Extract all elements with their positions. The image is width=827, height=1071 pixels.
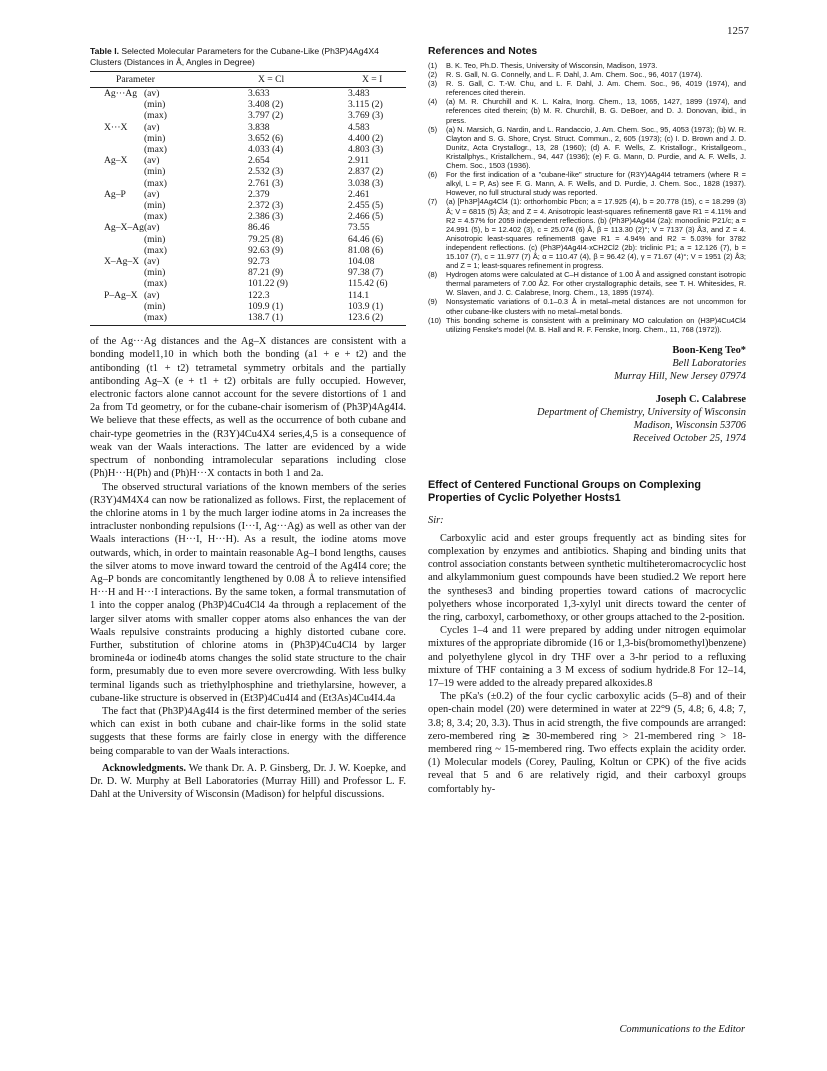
- i-value-cell: 81.08 (6): [347, 244, 384, 256]
- stat-cell: (av): [143, 88, 160, 99]
- references-list: [428, 61, 746, 334]
- i-value-cell: 115.42 (6): [347, 278, 388, 290]
- stat-cell: (min): [143, 267, 166, 279]
- reference-item: [428, 125, 746, 170]
- cl-value-cell: 92.73: [247, 256, 270, 268]
- reference-text: (a) N. Marsich, G. Nardin, and L. Randaccio, J. Am. Chem. Soc., 95, 4053 (1973); (b) W. R. Clayton and S. G. Shore, Cryst. Struct. Commun., 2, 605 (1973); (c) I. D. Brown and J. D. Dunitz, Acta Crystallogr., 13, 28 (1960); (d) A. F. Wells, Z. Kristallogr., Kristallgeom., Kristallphys., Kristallchem., 94, 447 (1936); (e) F. G. Mann, D. Purdie, and A. F. Wells, J. Chem. Soc., 1503 (1936).: [446, 124, 746, 171]
- reference-item: [428, 297, 746, 315]
- i-value-cell: 2.911: [347, 155, 370, 167]
- i-value-cell: 2.461: [347, 188, 370, 200]
- affiliation-line: Bell Laboratories: [672, 357, 746, 369]
- signature-block-2: [428, 393, 746, 445]
- reference-text: Hydrogen atoms were calculated at C–H distance of 1.00 Å and assigned constant isotropic thermal parameters of 7.00 Å2. For other crystallographic details, see T. H. Whitesides, R. W. Slaven, and J. C. Calabrese, Inorg. Chem., 13, 1895 (1974).: [446, 270, 746, 298]
- cl-value-cell: 3.633: [247, 88, 270, 99]
- reference-item: [428, 170, 746, 197]
- i-value-cell: 2.837 (2): [347, 166, 384, 178]
- i-value-cell: 3.769 (3): [347, 110, 384, 122]
- table-caption-text: Selected Molecular Parameters for the Cubane-Like (Ph3P)4Ag4X4 Clusters (Distances in Å, Angles in Degree): [90, 46, 379, 67]
- table-row: [90, 234, 406, 245]
- param-cell: [90, 144, 144, 155]
- table-row: [90, 301, 406, 312]
- header-parameter: Parameter: [90, 72, 244, 88]
- paragraph: The fact that (Ph3P)4Ag4I4 is the first determined member of the series which can exist in both cubane and chair-like forms in the solid state suggests that these forms are fairly close in energy with the difference being comparable to van der Waals interactions.: [90, 705, 406, 757]
- table-body: [90, 88, 406, 326]
- reference-text: B. K. Teo, Ph.D. Thesis, University of Wisconsin, Madison, 1973.: [446, 61, 658, 70]
- reference-text: (a) [Ph3P]4Ag4Cl4 (1): orthorhombic Pbcn; a = 17.925 (4), b = 20.778 (15), c = 18.299 (3) Å; V = 6815 (5) Å3; and Z = 4. Anisotropic least-squares refinement8 gave R1 = 4.11% and R2 = 4.57% for 2059 independent reflections. (b) (Ph3P)4Ag4I4 (2a): monoclinic P21/c; a = 24.991 (5), b = 12.402 (3), c = 25.074 (6) Å, β = 113.30 (2)°; V = 7137 (3) Å3, and Z = 4. Anisotropic least-squares refinement8 gave R1 = 4.94% and R2 = 5.03% for 3782 independent reflections. (c) (Ph3P)4Ag4I4·xCH2Cl2 (2b): triclinic P1; a = 12.126 (7), b = 15.107 (7), c = 11.977 (7) Å; α = 110.47 (4), β = 96.42 (4), γ = 71.67 (4)°; V = 1951 (2) Å3; and Z = 1; least-squares refinement in progress.: [446, 197, 746, 271]
- reference-text: (a) M. R. Churchill and K. L. Kalra, Inorg. Chem., 13, 1065, 1427, 1899 (1974), and references cited therein; (b) M. R. Churchill, B. G. DeBoer, and D. J. Donovan, ibid., in press.: [446, 97, 746, 125]
- reference-number: (4): [428, 97, 438, 107]
- table-caption: [90, 46, 406, 68]
- i-value-cell: 103.9 (1): [347, 300, 384, 312]
- stat-cell: (max): [143, 144, 167, 156]
- i-value-cell: 104.08: [347, 256, 375, 268]
- table-row: [90, 122, 406, 133]
- right-column: [428, 46, 746, 796]
- reference-item: [428, 70, 746, 79]
- i-value-cell: 3.483: [347, 88, 370, 99]
- param-cell: Ag–P: [104, 188, 126, 200]
- stat-cell: (av): [143, 256, 160, 268]
- page-number: 1257: [727, 25, 749, 37]
- cl-value-cell: 122.3: [247, 289, 270, 301]
- author-name: Boon-Keng Teo*: [672, 344, 746, 356]
- cl-value-cell: 3.797 (2): [247, 110, 284, 122]
- table-row: [90, 88, 406, 100]
- table-row: [90, 189, 406, 200]
- param-cell: [90, 267, 144, 278]
- reference-number: (7): [428, 197, 438, 207]
- reference-number: (1): [428, 61, 438, 70]
- reference-item: [428, 270, 746, 297]
- reference-item: [428, 79, 746, 97]
- param-cell: [90, 312, 144, 326]
- param-cell: [90, 178, 144, 189]
- paragraph: of the Ag···Ag distances and the Ag–X distances are consistent with a bonding model1,10 in which both the bonding (a1 + e + t2) and the antibonding (t1 + t2) tetrametal symmetry orbitals and the partially antibonding Ag–X (e + t1 + t2) orbitals are fully occupied. However, electronic factors alone cannot account for the severe distortions of 1 and 2a from Td geometry, or for the cubane-chair isomerism of (Ph3P)4Ag4I4. We believe that these effects, as well as the occurrence of both cubane and chair-type geometries in the (R3Y)4Cu4X4 series,4,5 is a consequence of weak van der Waals interactions. The latter are evidenced by a wide spectrum of nonbonding intramolecular separations including close (Ph)H···H(Ph) and (Ph)H···X contacts in both 1 and 2a.: [90, 336, 406, 480]
- param-cell: [90, 110, 144, 121]
- param-cell: Ag–X: [104, 155, 128, 167]
- cl-value-cell: 3.408 (2): [247, 99, 284, 111]
- author-name: Joseph C. Calabrese: [655, 393, 746, 405]
- reference-text: R. S. Gall, C. T.-W. Chu, and L. F. Dahl, J. Am. Chem. Soc., 96, 4019 (1974), and references cited therein.: [446, 79, 746, 98]
- cl-value-cell: 101.22 (9): [247, 278, 288, 290]
- cl-value-cell: 138.7 (1): [244, 312, 348, 326]
- article-paragraph: The pKa's (±0.2) of the four cyclic carboxylic acids (5–8) and of their open-chain model (20) were determined in water at 22°9 (5, 4.8; 6, 4.8; 7, 3.8; 8, 3.4; 20, 3.3). Thus in acid strength, the five compounds are arranged: zero-membered ring ≳ 30-membered ring > 21-membered ring > 18-membered ring ~ 15-membered ring. Two effects explain the acidity order. (1) Molecular models (Corey, Pauling, Koltun or CPK) of the five acids reveal that 5 and 6 are relatively rigid, and their carboxyl groups comfortably hy-: [428, 691, 746, 795]
- cl-value-cell: 4.033 (4): [247, 144, 284, 156]
- cl-value-cell: 2.379: [247, 188, 270, 200]
- affiliation-line: Madison, Wisconsin 53706: [633, 419, 746, 431]
- received-date: Received October 25, 1974: [632, 432, 746, 444]
- table-row: [90, 99, 406, 110]
- table-row: [90, 110, 406, 121]
- i-value-cell: 4.400 (2): [347, 132, 384, 144]
- cl-value-cell: 2.372 (3): [247, 200, 284, 212]
- stat-cell: (max): [143, 244, 167, 256]
- salutation: Sir:: [428, 514, 444, 526]
- table-header-row: [90, 72, 406, 88]
- reference-number: (6): [428, 170, 438, 180]
- stat-cell: (min): [143, 300, 166, 312]
- i-value-cell: 97.38 (7): [347, 267, 384, 279]
- affiliation-line: Department of Chemistry, University of Wisconsin: [537, 406, 746, 418]
- i-value-cell: 2.455 (5): [347, 200, 384, 212]
- param-cell: [90, 200, 144, 211]
- cl-value-cell: 79.25 (8): [247, 233, 284, 245]
- reference-text: This bonding scheme is consistent with a preliminary MO calculation on (H3P)4Cu4Cl4 utilizing Fenske's model (M. B. Hall and R. F. Fenske, Inorg. Chem., 11, 768 (1972)).: [446, 315, 746, 334]
- param-cell: Ag···Ag: [104, 88, 138, 99]
- param-cell: [90, 166, 144, 177]
- reference-number: (3): [428, 79, 438, 89]
- table-label: Table I.: [90, 46, 119, 56]
- i-value-cell: 4.583: [347, 121, 370, 133]
- param-cell: [90, 278, 144, 289]
- reference-text: For the first indication of a "cubane-like" structure for (R3Y)4Ag4I4 tetramers (where R = alkyl, L = P, As) see F. G. Mann, A. F. Wells, and D. Purdie, J. Chem. Soc., 1828 (1937). However, no full structural study was reported.: [446, 170, 746, 198]
- stat-cell: (min): [143, 99, 166, 111]
- table-row: [90, 222, 406, 233]
- reference-item: [428, 197, 746, 270]
- reference-item: [428, 97, 746, 124]
- cl-value-cell: 86.46: [247, 222, 270, 234]
- acknowledgments-label: Acknowledgments.: [102, 762, 186, 774]
- cl-value-cell: 87.21 (9): [247, 267, 284, 279]
- table-row: [90, 166, 406, 177]
- stat-cell: (min): [143, 200, 166, 212]
- param-cell: Ag–X–Ag: [104, 222, 144, 234]
- table-row: [90, 256, 406, 267]
- paragraph: The observed structural variations of the known members of the series (R3Y)4M4X4 can now be rationalized as follows. First, the replacement of the chlorine atoms in 1 by the much larger iodine atoms in 2a increases the intracluster nonbonding repulsions (I···I, Ag···Ag) as well as other van der Waals interactions (H···I, H···H). As a result, the iodine atoms move outwards, which, in order to maintain reasonable Ag–I bond lengths, causes the silver atoms to move inward toward the centroid of the Ag4I4 core; the Ag–P bonds are concomitantly lengthened by 0.08 Å to relieve intensified H···H and H···I interactions. By the same token, a formal transmutation of 1 into the copper analog (Ph3P)4Cu4Cl4 4a through a replacement of the larger silver atoms with smaller copper atoms also enhances the van der Waals repulsive constraints producing a highly distorted cubane core. Further, substitution of chlorine atoms in (Ph3P)4Cu4Cl4 by larger bromine4a or iodine4b atoms changes the solid state structure to the chair form, presumably due to even more severe overcrowding. With less bulky terminal ligands such as triethylphosphine and triethylarsine, however, a cubane-like structure is observed in (Et3P)4Cu4I4 and (Et3As)4Cu4I4.4a: [90, 481, 406, 704]
- param-cell: X–Ag–X: [104, 256, 140, 268]
- i-value-cell: 64.46 (6): [347, 233, 384, 245]
- cl-value-cell: 3.652 (6): [247, 132, 284, 144]
- parameters-table: [90, 71, 406, 326]
- signature-block-1: [428, 344, 746, 383]
- reference-text: R. S. Gall, N. G. Connelly, and L. F. Dahl, J. Am. Chem. Soc., 96, 4017 (1974).: [446, 70, 703, 80]
- stat-cell: (av): [143, 121, 160, 133]
- reference-number: (5): [428, 124, 438, 134]
- acknowledgments: [90, 762, 406, 802]
- table-row: [90, 144, 406, 155]
- article-title: Effect of Centered Functional Groups on Complexing Properties of Cyclic Polyether Hosts1: [428, 478, 701, 504]
- article-paragraph: Cycles 1–4 and 11 were prepared by adding under nitrogen equimolar mixtures of the appropriate dibromide (16 or 1,3-bis(bromomethyl)benzene) and polyethylene glycol in dry THF over a 3-hr period to a refluxing mixture of THF containing a 3 M excess of sodium hydride.8 For 12–14, 17–19 were added to the already prepared alkoxides.8: [428, 625, 746, 690]
- stat-cell: (max): [143, 278, 167, 290]
- stat-cell: (max): [143, 177, 167, 189]
- stat-cell: (av): [143, 155, 160, 167]
- i-value-cell: 3.038 (3): [347, 177, 384, 189]
- table-row: [90, 245, 406, 256]
- stat-cell: (min): [143, 132, 166, 144]
- header-cl: X = Cl: [244, 72, 348, 88]
- table-row: [90, 155, 406, 166]
- table-row: [90, 267, 406, 278]
- i-value-cell: 4.803 (3): [347, 144, 384, 156]
- header-i: X = I: [348, 72, 406, 88]
- i-value-cell: 73.55: [347, 222, 370, 234]
- param-cell: [90, 99, 144, 110]
- param-cell: P–Ag–X: [104, 289, 138, 301]
- param-cell: [90, 301, 144, 312]
- table-row: [90, 178, 406, 189]
- reference-item: [428, 61, 746, 70]
- stat-cell: (av): [143, 289, 160, 301]
- table-row: [90, 200, 406, 211]
- stat-cell: (min): [143, 166, 166, 178]
- affiliation-line: Murray Hill, New Jersey 07974: [614, 370, 746, 382]
- param-cell: [90, 245, 144, 256]
- table-row: [90, 211, 406, 222]
- i-value-cell: 3.115 (2): [347, 99, 383, 111]
- cl-value-cell: 3.838: [247, 121, 270, 133]
- table-row: [90, 278, 406, 289]
- param-cell: [90, 133, 144, 144]
- cl-value-cell: 2.386 (3): [247, 211, 284, 223]
- table-row: [90, 312, 406, 326]
- reference-text: Nonsystematic variations of 0.1–0.3 Å in metal–metal distances are not uncommon for other cubane-like clusters with no metal–metal bonds.: [446, 297, 746, 316]
- cl-value-cell: 92.63 (9): [247, 244, 284, 256]
- stat-cell: (max): [143, 211, 167, 223]
- journal-section-footer: Communications to the Editor: [619, 1024, 745, 1035]
- article-paragraph: Carboxylic acid and ester groups frequently act as binding sites for complexation by enzymes and antibiotics. Shaping and binding units that control association constants between synthetic multiheteromacrocyclic host and alkylammonium guest compounds have been studied.2 We report here the syntheses3 and binding properties toward cations of macrocyclic polyethers whose incorporated 1,3-xylyl unit directs toward the center of the ring, carboxyl, carbomethoxy, or other groups attached to the 2-position.: [428, 532, 746, 624]
- reference-number: (2): [428, 70, 438, 80]
- cl-value-cell: 2.654: [247, 155, 270, 167]
- table-row: [90, 133, 406, 144]
- stat-cell: (min): [143, 233, 166, 245]
- stat-cell: (av): [143, 188, 160, 200]
- left-column: [90, 46, 406, 801]
- references-title: References and Notes: [428, 46, 538, 57]
- i-value-cell: 123.6 (2): [348, 312, 406, 326]
- table-row: [90, 290, 406, 301]
- param-cell: [90, 211, 144, 222]
- reference-item: [428, 316, 746, 334]
- param-cell: [90, 234, 144, 245]
- stat-cell: (max): [143, 110, 167, 122]
- param-cell: X···X: [104, 121, 128, 133]
- acknowledgments-text: We thank Dr. A. P. Ginsberg, Dr. J. W. Koepke, and Dr. D. W. Murphy at Bell Laboratories (Murray Hill) and Professor L. F. Dahl at the University of Wisconsin (Madison) for helpful discussions.: [90, 762, 406, 801]
- cl-value-cell: 109.9 (1): [247, 300, 284, 312]
- i-value-cell: 114.1: [347, 289, 370, 301]
- stat-cell: (av): [143, 222, 160, 234]
- stat-cell: (max): [144, 312, 244, 326]
- reference-number: (8): [428, 270, 438, 280]
- i-value-cell: 2.466 (5): [347, 211, 384, 223]
- cl-value-cell: 2.532 (3): [247, 166, 284, 178]
- cl-value-cell: 2.761 (3): [247, 177, 284, 189]
- reference-number: (10): [428, 315, 442, 325]
- reference-number: (9): [428, 297, 438, 307]
